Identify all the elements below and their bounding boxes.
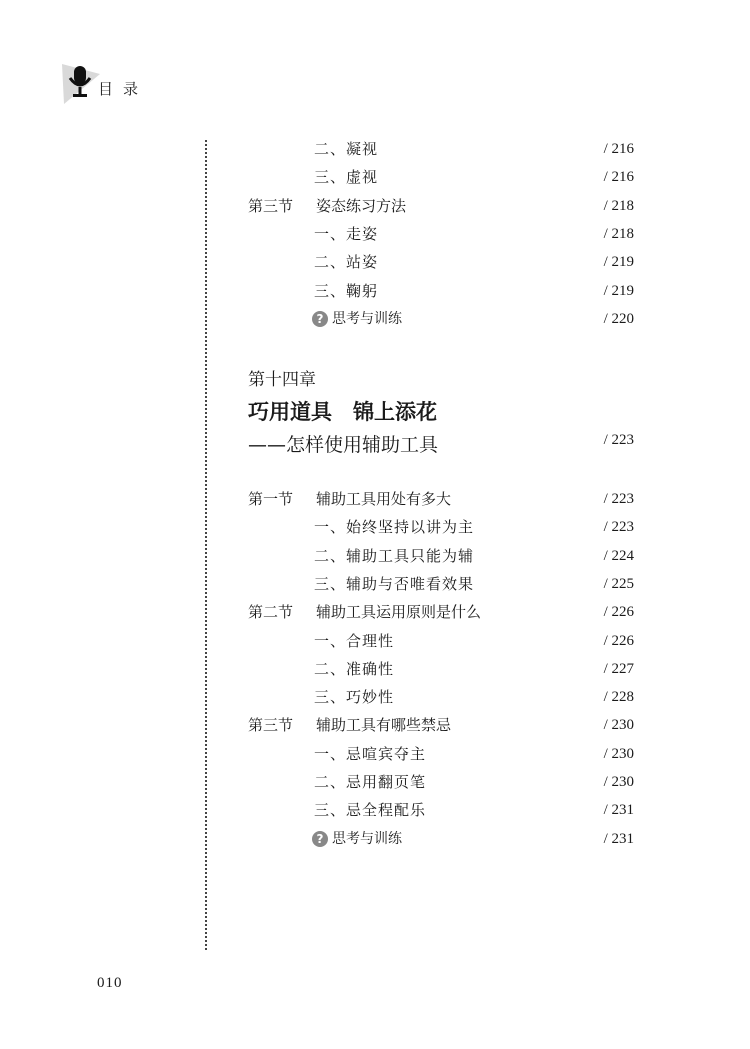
toc-entry[interactable] — [0, 137, 750, 161]
toc-page-number: / 231 — [603, 830, 634, 847]
toc-entry-label: 二、凝视 — [314, 140, 379, 158]
toc-entry[interactable] — [0, 600, 750, 624]
page-header — [60, 60, 180, 120]
toc-entry-label: 辅助工具用处有多大 — [316, 490, 452, 508]
toc-entry[interactable] — [0, 713, 750, 737]
toc-entry[interactable] — [0, 742, 750, 766]
question-icon: ? — [312, 831, 328, 847]
toc-entry[interactable] — [0, 827, 750, 851]
toc-entry-label: 二、忌用翻页笔 — [314, 773, 427, 791]
toc-entry-label: 一、走姿 — [314, 224, 379, 243]
section-number: 第一节 — [248, 490, 294, 508]
toc-page-number: / 227 — [603, 660, 634, 677]
section-number: 第三节 — [248, 716, 294, 735]
chapter-number: 第十四章 — [248, 370, 316, 390]
toc-entry-label: 二、准确性 — [314, 659, 395, 678]
toc-page-number: / 218 — [603, 225, 634, 242]
toc-entry[interactable] — [0, 222, 750, 246]
toc-page-number: / 216 — [603, 141, 634, 157]
toc-entry-label: 思考与训练 — [332, 310, 402, 327]
toc-page-number: / 220 — [603, 310, 634, 327]
chapter-subtitle: ——怎样使用辅助工具 — [248, 434, 439, 456]
toc-entry-label: 三、巧妙性 — [314, 688, 395, 707]
toc-entry[interactable] — [0, 194, 750, 218]
section-title: 目录 — [98, 80, 149, 98]
toc-entry-label: 三、辅助与否唯看效果 — [314, 574, 475, 593]
toc-entry[interactable] — [0, 250, 750, 274]
question-icon: ? — [312, 311, 328, 327]
toc-entry[interactable] — [0, 279, 750, 303]
toc-entry[interactable] — [0, 515, 750, 539]
toc-page-number: / 230 — [603, 717, 634, 734]
toc-entry[interactable] — [0, 770, 750, 794]
toc-page-number: / 218 — [603, 197, 634, 214]
toc-entry[interactable] — [0, 629, 750, 653]
toc-entry[interactable] — [0, 572, 750, 596]
toc-entry[interactable] — [0, 487, 750, 511]
toc-entry[interactable] — [0, 657, 750, 681]
page-number: 010 — [97, 975, 123, 991]
toc-entry[interactable] — [0, 544, 750, 568]
section-number: 第二节 — [248, 603, 294, 622]
toc-page-number: / 231 — [603, 802, 634, 819]
toc-page-number: / 216 — [603, 169, 634, 186]
toc-page-number: / 230 — [603, 774, 634, 790]
toc-page-number: / 219 — [603, 254, 634, 271]
toc-entry[interactable] — [0, 798, 750, 822]
toc-entry-label: 思考与训练 — [332, 830, 402, 847]
toc-entry-label: 二、站姿 — [314, 253, 379, 272]
toc-entry-label: 三、忌全程配乐 — [314, 801, 427, 820]
toc-page-number: / 226 — [603, 604, 634, 621]
toc-entry-label: 辅助工具有哪些禁忌 — [316, 716, 452, 735]
toc-entry-label: 一、忌喧宾夺主 — [314, 744, 427, 763]
toc-entry-label: 一、始终坚持以讲为主 — [314, 518, 475, 537]
toc-entry-label: 姿态练习方法 — [316, 196, 407, 215]
toc-page-number: / 225 — [603, 575, 634, 592]
toc-page-number: / 224 — [603, 547, 634, 564]
toc-page-number: / 226 — [603, 632, 634, 649]
section-number: 第三节 — [248, 196, 294, 215]
toc-page-number: / 219 — [603, 282, 634, 299]
toc-page-number: / 228 — [603, 689, 634, 706]
toc-page-number: / 223 — [603, 519, 634, 536]
chapter-page-number: / 223 — [603, 432, 634, 448]
toc-entry[interactable] — [0, 165, 750, 189]
toc-entry[interactable] — [0, 307, 750, 331]
toc-entry[interactable] — [0, 685, 750, 709]
toc-entry-label: 辅助工具运用原则是什么 — [316, 603, 482, 622]
toc-entry-label: 三、鞠躬 — [314, 281, 379, 300]
toc-entry-label: 三、虚视 — [314, 168, 379, 187]
toc-entry-label: 二、辅助工具只能为辅 — [314, 546, 475, 565]
toc-entry-label: 一、合理性 — [314, 631, 395, 650]
toc-page-number: / 230 — [603, 745, 634, 762]
toc-page-number: / 223 — [603, 491, 634, 507]
chapter-title: 巧用道具 锦上添花 — [248, 400, 437, 424]
